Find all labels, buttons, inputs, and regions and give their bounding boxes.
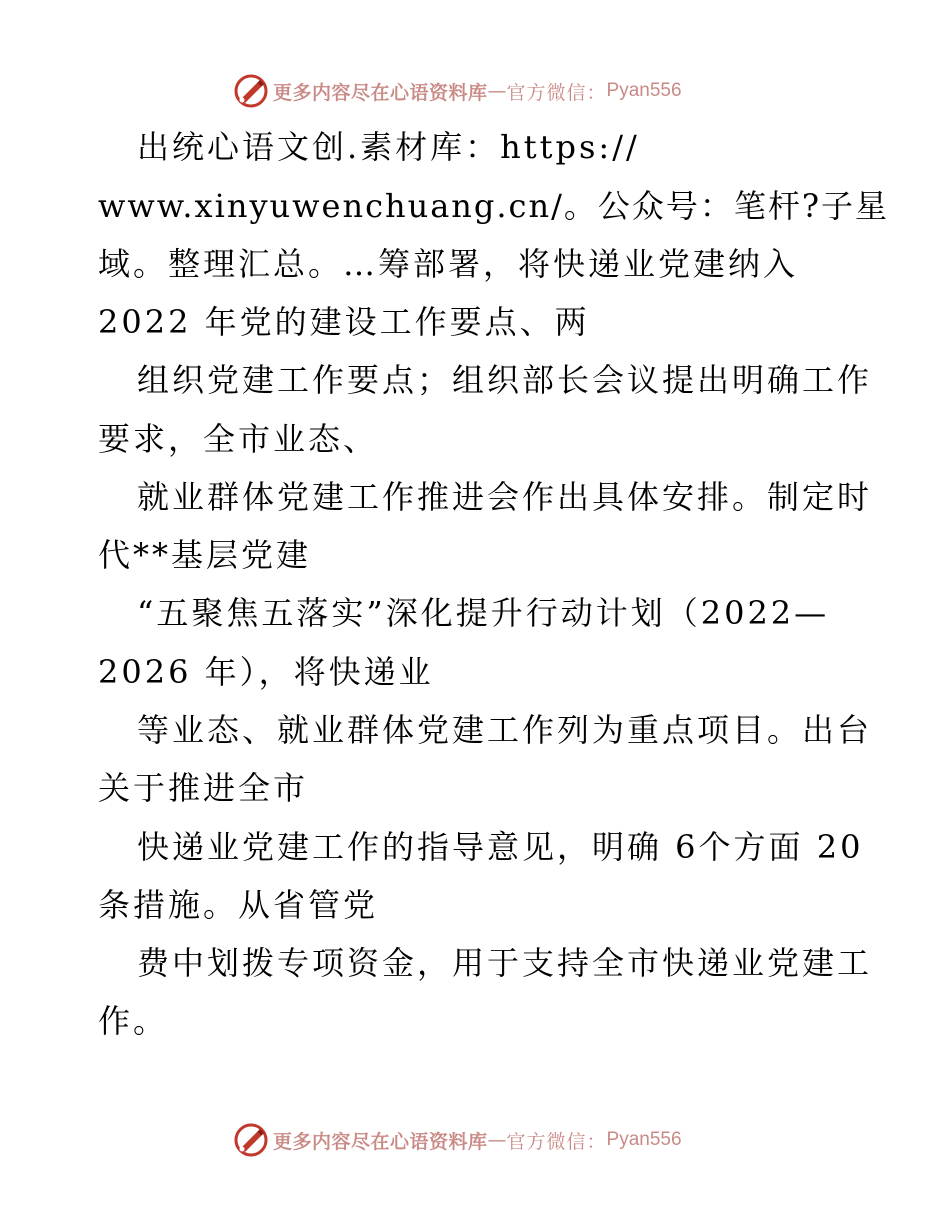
banner-dash: —: [487, 80, 507, 102]
pen-logo-icon: [233, 73, 269, 109]
body-line: 等业态、就业群体党建工作列为重点项目。出台: [137, 711, 873, 749]
banner-wechat-label: 官方微信：: [506, 1130, 607, 1153]
banner-text: 更多内容尽在心语资料库: [273, 1130, 488, 1153]
footer-banner: [233, 1120, 682, 1160]
body-line: 2022 年党的建设工作要点、两: [98, 303, 590, 341]
body-line: 作。: [98, 1002, 169, 1040]
body-line: 费中划拨专项资金，用于支持全市快递业党建工: [137, 944, 873, 982]
body-line: www.xinyuwenchuang.cn/。公众号：笔杆?子星: [98, 187, 890, 225]
body-line: 就业群体党建工作推进会作出具体安排。制定时: [137, 478, 873, 516]
body-line: 条措施。从省管党: [98, 886, 379, 924]
body-line: 关于推进全市: [98, 769, 309, 807]
body-line: 域。整理汇总。…筹部署，将快递业党建纳入: [98, 245, 799, 283]
body-line: 出统心语文创.素材库：https://: [137, 128, 640, 166]
banner-wechat-label: 官方微信：: [506, 81, 607, 104]
body-line: 2026 年），将快递业: [98, 653, 434, 691]
body-line: 快递业党建工作的指导意见，明确 6个方面 20: [137, 828, 864, 866]
header-banner: [233, 71, 682, 111]
body-line: 要求，全市业态、: [98, 420, 379, 458]
banner-wechat-id: Pyan556: [606, 1129, 682, 1150]
banner-wechat-id: Pyan556: [606, 80, 682, 101]
banner-dash: —: [487, 1129, 507, 1151]
body-line: 组织党建工作要点；组织部长会议提出明确工作: [137, 361, 873, 399]
pen-logo-icon: [233, 1122, 269, 1158]
body-line: 代**基层党建: [98, 536, 312, 574]
body-line: “五聚焦五落实”深化提升行动计划（2022—: [137, 594, 830, 632]
banner-text: 更多内容尽在心语资料库: [273, 81, 488, 104]
